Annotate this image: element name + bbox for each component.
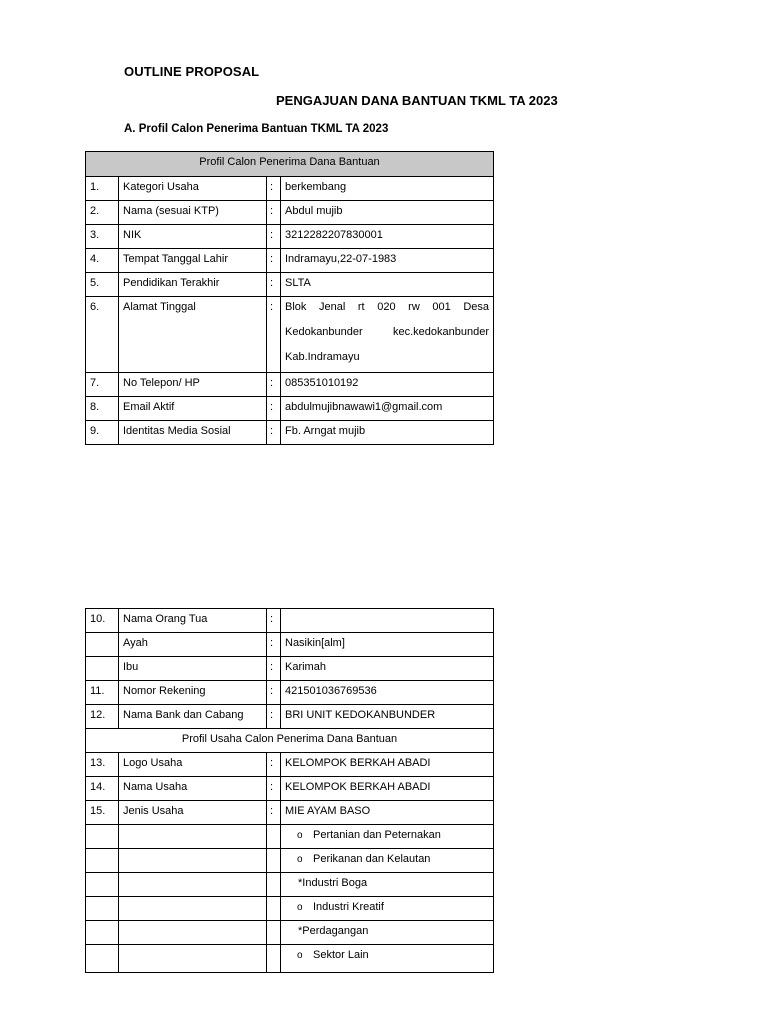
row-number: 5. [86, 273, 119, 297]
bullet-icon: o [297, 950, 303, 961]
row-label: Jenis Usaha [119, 801, 267, 825]
row-colon: : [267, 177, 281, 201]
row-colon: : [267, 397, 281, 421]
row-label: Ayah [119, 633, 267, 657]
table-row [86, 421, 494, 445]
row-colon: : [267, 705, 281, 729]
table-heading: Profil Calon Penerima Dana Bantuan [86, 152, 494, 177]
row-value: Abdul mujib [281, 201, 494, 225]
table-row [86, 777, 494, 801]
row-value [281, 609, 494, 633]
row-number: 6. [86, 297, 119, 373]
table-row [86, 633, 494, 657]
row-value: Fb. Arngat mujib [281, 421, 494, 445]
table-row [86, 373, 494, 397]
row-label: Pendidikan Terakhir [119, 273, 267, 297]
row-colon: : [267, 373, 281, 397]
table-row [86, 177, 494, 201]
profile-table-continued [85, 608, 494, 973]
row-number: 2. [86, 201, 119, 225]
row-value: Indramayu,22-07-1983 [281, 249, 494, 273]
row-number: 14. [86, 777, 119, 801]
row-number [86, 657, 119, 681]
row-colon: : [267, 273, 281, 297]
option-label: Industri Kreatif [313, 901, 384, 913]
option-item [281, 825, 494, 849]
row-number: 4. [86, 249, 119, 273]
option-label: Perikanan dan Kelautan [313, 853, 431, 865]
table-row [86, 225, 494, 249]
row-colon: : [267, 421, 281, 445]
option-row [86, 897, 494, 921]
row-label: Nama Bank dan Cabang [119, 705, 267, 729]
bullet-icon: o [297, 830, 303, 841]
row-number: 11. [86, 681, 119, 705]
option-item [281, 897, 494, 921]
row-number: 8. [86, 397, 119, 421]
row-colon: : [267, 297, 281, 373]
option-label: Pertanian dan Peternakan [313, 829, 441, 841]
row-number [86, 633, 119, 657]
option-row [86, 825, 494, 849]
row-label: Email Aktif [119, 397, 267, 421]
row-colon: : [267, 777, 281, 801]
row-label: Nomor Rekening [119, 681, 267, 705]
option-row [86, 873, 494, 897]
table-row [86, 249, 494, 273]
row-label: Nama (sesuai KTP) [119, 201, 267, 225]
option-item-selected: *Perdagangan [281, 921, 494, 945]
table-row [86, 201, 494, 225]
row-colon: : [267, 681, 281, 705]
row-number: 3. [86, 225, 119, 249]
row-number: 7. [86, 373, 119, 397]
option-row [86, 921, 494, 945]
row-value-address [281, 297, 494, 373]
row-label: Logo Usaha [119, 753, 267, 777]
table-row [86, 397, 494, 421]
row-label: NIK [119, 225, 267, 249]
section-heading-row [86, 729, 494, 753]
row-colon: : [267, 609, 281, 633]
table-row [86, 609, 494, 633]
row-value: Nasikin[alm] [281, 633, 494, 657]
table-row [86, 801, 494, 825]
option-item-selected: *Industri Boga [281, 873, 494, 897]
row-value: KELOMPOK BERKAH ABADI [281, 777, 494, 801]
document-title: OUTLINE PROPOSAL [124, 64, 260, 79]
table-row [86, 705, 494, 729]
row-value: KELOMPOK BERKAH ABADI [281, 753, 494, 777]
row-value: BRI UNIT KEDOKANBUNDER [281, 705, 494, 729]
table-row [86, 753, 494, 777]
row-value: Karimah [281, 657, 494, 681]
row-value: SLTA [281, 273, 494, 297]
option-item [281, 945, 494, 973]
row-number: 15. [86, 801, 119, 825]
row-number: 1. [86, 177, 119, 201]
section-a-heading: A. Profil Calon Penerima Bantuan TKML TA 2023 [124, 123, 389, 135]
row-value: berkembang [281, 177, 494, 201]
row-value: 421501036769536 [281, 681, 494, 705]
option-item [281, 849, 494, 873]
address-line-1: Blok Jenal rt 020 rw 001 Desa Kedokanbunder kec.kedokanbunder [285, 301, 489, 338]
row-colon: : [267, 633, 281, 657]
row-colon: : [267, 801, 281, 825]
profile-table [85, 151, 494, 445]
row-colon: : [267, 201, 281, 225]
option-row [86, 849, 494, 873]
row-value: MIE AYAM BASO [281, 801, 494, 825]
table-row [86, 297, 494, 373]
row-number: 10. [86, 609, 119, 633]
document-subtitle: PENGAJUAN DANA BANTUAN TKML TA 2023 [276, 93, 558, 108]
row-number: 9. [86, 421, 119, 445]
row-colon: : [267, 657, 281, 681]
option-row [86, 945, 494, 973]
section-heading: Profil Usaha Calon Penerima Dana Bantuan [86, 729, 494, 753]
row-label: Nama Usaha [119, 777, 267, 801]
row-number: 13. [86, 753, 119, 777]
address-text [285, 295, 489, 370]
row-label: Tempat Tanggal Lahir [119, 249, 267, 273]
table-heading-row [86, 152, 494, 177]
address-line-2: Kab.Indramayu [285, 351, 360, 363]
bullet-icon: o [297, 854, 303, 865]
row-label: Kategori Usaha [119, 177, 267, 201]
table-row [86, 657, 494, 681]
row-label: No Telepon/ HP [119, 373, 267, 397]
bullet-icon: o [297, 902, 303, 913]
table-row [86, 681, 494, 705]
table-row [86, 273, 494, 297]
row-number: 12. [86, 705, 119, 729]
row-label: Alamat Tinggal [119, 297, 267, 373]
row-value: 085351010192 [281, 373, 494, 397]
row-label: Ibu [119, 657, 267, 681]
row-colon: : [267, 753, 281, 777]
row-colon: : [267, 225, 281, 249]
row-label: Identitas Media Sosial [119, 421, 267, 445]
option-label: Sektor Lain [313, 949, 369, 961]
row-value: 3212282207830001 [281, 225, 494, 249]
row-label: Nama Orang Tua [119, 609, 267, 633]
row-colon: : [267, 249, 281, 273]
row-value: abdulmujibnawawi1@gmail.com [281, 397, 494, 421]
